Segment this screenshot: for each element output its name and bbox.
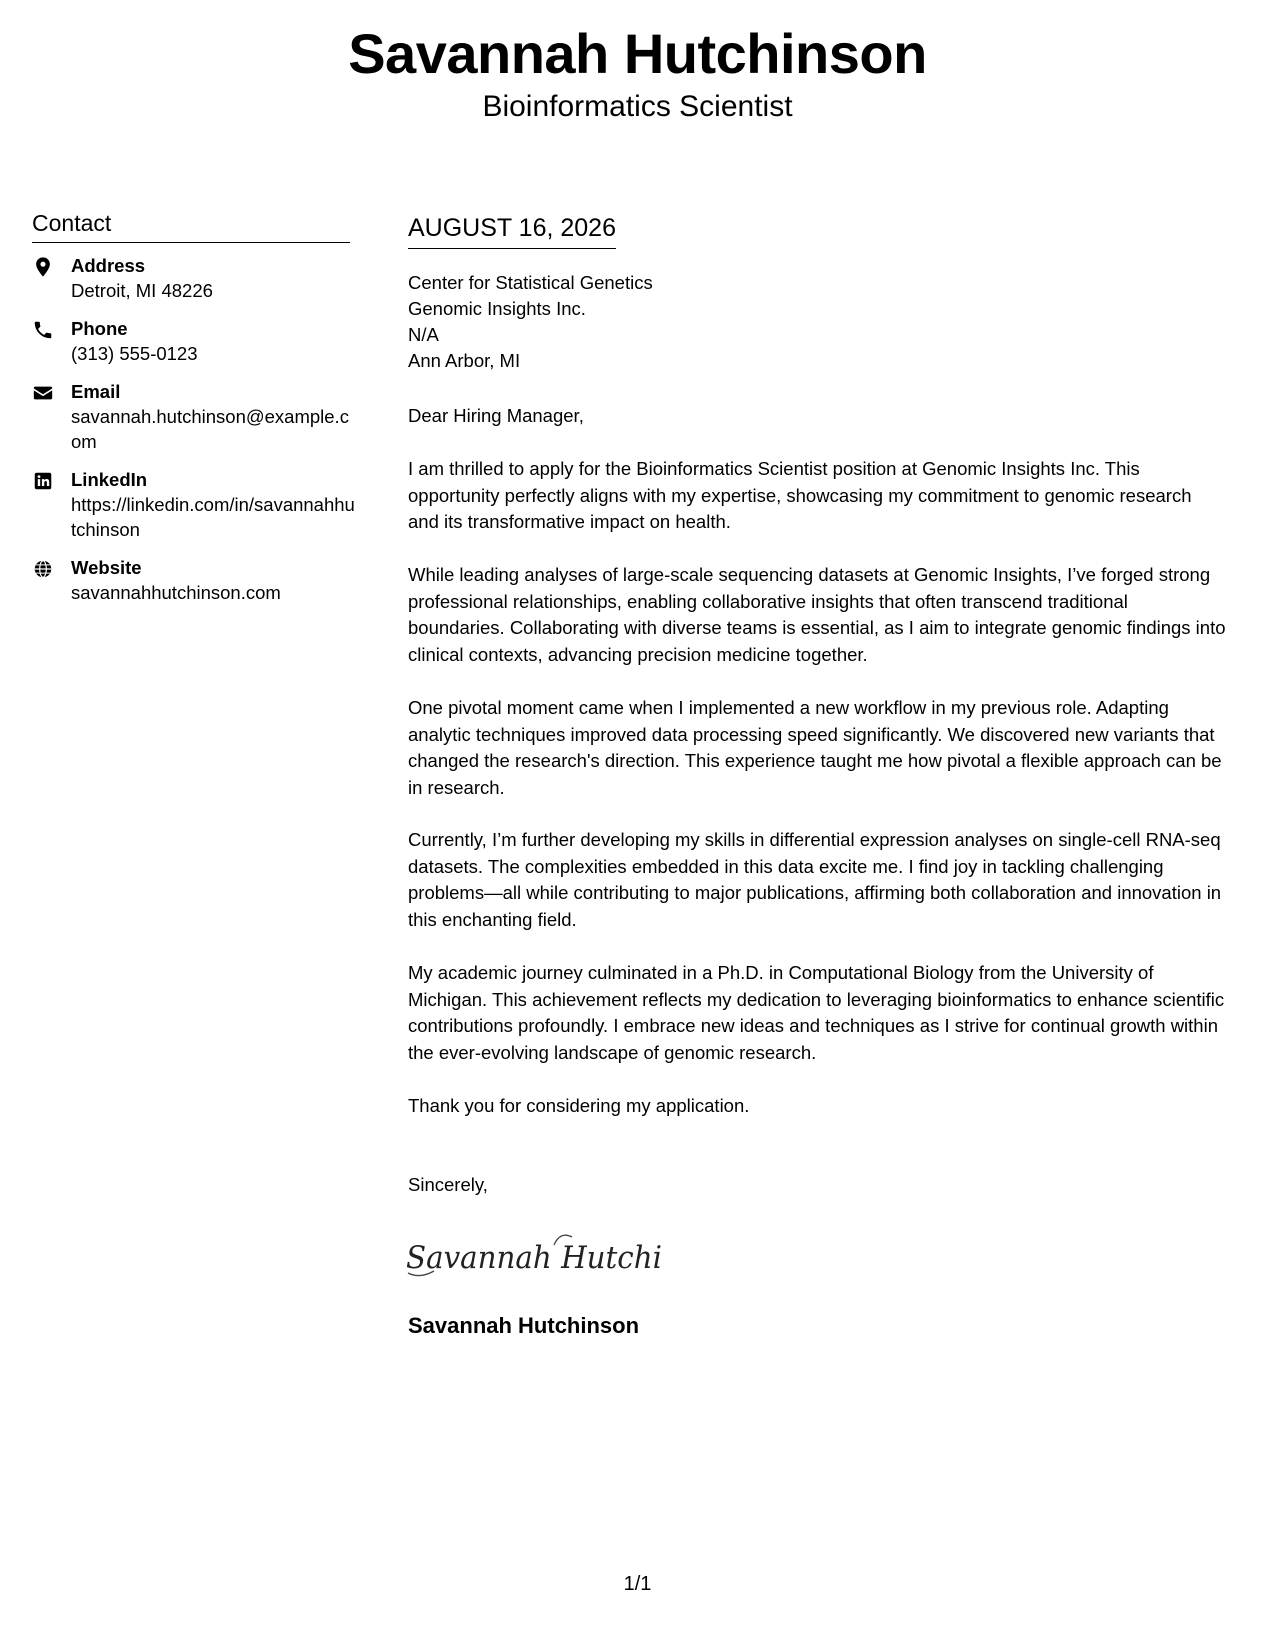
contact-heading: Contact [32, 207, 350, 243]
recipient-line: Ann Arbor, MI [408, 350, 521, 371]
map-pin-icon [32, 256, 54, 278]
salutation: Dear Hiring Manager, [408, 405, 584, 426]
recipient-line: Genomic Insights Inc. [408, 298, 586, 319]
signer-name: Savannah Hutchinson [408, 1313, 640, 1338]
body-paragraph-3: One pivotal moment came when I implemented a new workflow in my previous role. Adapting analytic techniques improved data processing speed significantly. We discovered new variants that changed the research's direction. This experience taught me how pivotal a flexible approach can be in research. [408, 697, 1222, 798]
recipient-line: N/A [408, 324, 439, 345]
closing-line: Thank you for considering my application. [408, 1095, 750, 1116]
address-value: Detroit, MI 48226 [71, 280, 213, 301]
body-paragraph-5: My academic journey culminated in a Ph.D. in Computational Biology from the University of Michigan. This achievement reflects my dedication to leveraging bioinformatics to enhance scientific contributions profoundly. I embrace new ideas and techniques as I strive for continual growth within the ever-evolving landscape of genomic research. [408, 962, 1225, 1063]
job-title: Bioinformatics Scientist [482, 90, 793, 123]
email-label: Email [71, 381, 121, 402]
linkedin-icon [32, 470, 54, 492]
recipient-line: Center for Statistical Genetics [408, 272, 653, 293]
globe-icon [32, 558, 54, 580]
linkedin-value[interactable]: https://linkedin.com/in/savannahhutchinson [71, 494, 355, 540]
body-paragraph-1: I am thrilled to apply for the Bioinformatics Scientist position at Genomic Insights Inc. This opportunity perfectly aligns with my expertise, showcasing my commitment to genomic research and its transformative impact on health. [408, 458, 1192, 532]
applicant-name: Savannah Hutchinson [348, 22, 927, 85]
address-label: Address [71, 255, 146, 276]
letter-date: AUGUST 16, 2026 [408, 211, 616, 249]
body-paragraph-4: Currently, I’m further developing my skills in differential expression analyses on single-cell RNA-seq datasets. The complexities embedded in this data excite me. I find joy in tackling challenging problems—all while contributing to major publications, affirming both collaboration and innovation in this enchanting field. [408, 829, 1222, 930]
body-paragraph-2: While leading analyses of large-scale sequencing datasets at Genomic Insights, I’ve forged strong professional relationships, enabling collaborative insights that often transcend traditional boundaries. Collaborating with diverse teams is essential, as I aim to integrate genomic findings into clinical contexts, advancing precision medicine together. [408, 564, 1226, 665]
website-value[interactable]: savannahhutchinson.com [71, 582, 281, 603]
phone-label: Phone [71, 318, 128, 339]
recipient-block [408, 270, 653, 374]
website-label: Website [71, 557, 142, 578]
page-number: 1/1 [623, 1573, 652, 1595]
envelope-icon [32, 382, 54, 404]
handwritten-signature [404, 1225, 666, 1285]
valediction: Sincerely, [408, 1174, 488, 1195]
phone-value: (313) 555-0123 [71, 343, 198, 364]
email-value: savannah.hutchinson@example.com [71, 406, 349, 452]
phone-icon [32, 319, 54, 341]
linkedin-label: LinkedIn [71, 469, 148, 490]
signature-text: Savannah Hutchi [406, 1240, 662, 1276]
